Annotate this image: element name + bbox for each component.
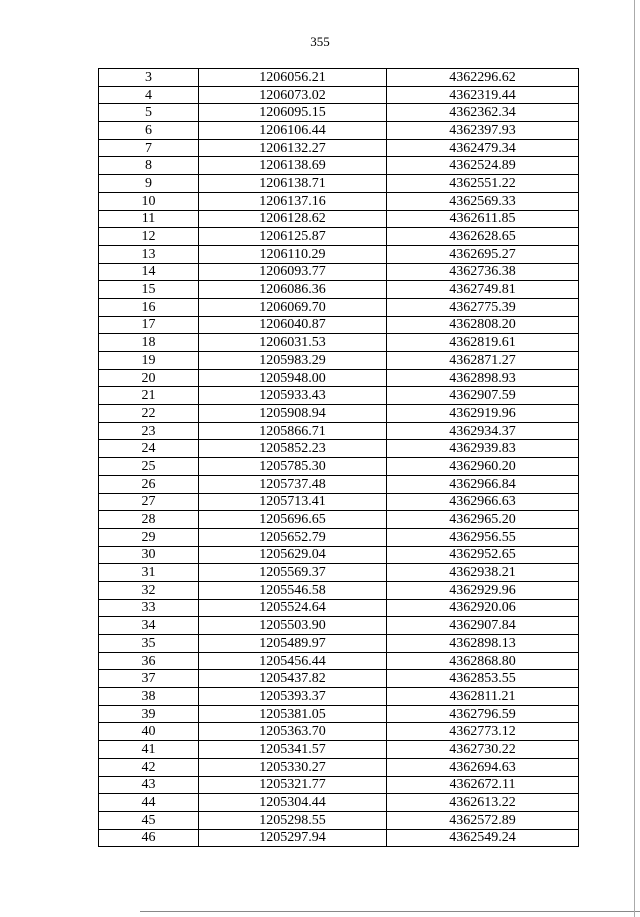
x-coordinate-cell: 1205737.48 — [199, 475, 387, 493]
y-coordinate-cell: 4362572.89 — [387, 811, 579, 829]
table-row — [99, 245, 579, 263]
y-coordinate-cell: 4362796.59 — [387, 705, 579, 723]
x-coordinate-cell: 1205785.30 — [199, 458, 387, 476]
y-coordinate-cell: 4362811.21 — [387, 688, 579, 706]
x-coordinate-cell: 1206137.16 — [199, 192, 387, 210]
point-number-cell: 26 — [99, 475, 199, 493]
x-coordinate-cell: 1206073.02 — [199, 86, 387, 104]
table-row — [99, 69, 579, 87]
table-row — [99, 157, 579, 175]
table-row — [99, 829, 579, 847]
y-coordinate-cell: 4362853.55 — [387, 670, 579, 688]
point-number-cell: 40 — [99, 723, 199, 741]
y-coordinate-cell: 4362397.93 — [387, 122, 579, 140]
point-number-cell: 8 — [99, 157, 199, 175]
y-coordinate-cell: 4362551.22 — [387, 175, 579, 193]
x-coordinate-cell: 1205330.27 — [199, 758, 387, 776]
y-coordinate-cell: 4362966.84 — [387, 475, 579, 493]
y-coordinate-cell: 4362929.96 — [387, 581, 579, 599]
y-coordinate-cell: 4362808.20 — [387, 316, 579, 334]
x-coordinate-cell: 1205629.04 — [199, 546, 387, 564]
table-row — [99, 528, 579, 546]
point-number-cell: 39 — [99, 705, 199, 723]
point-number-cell: 24 — [99, 440, 199, 458]
point-number-cell: 30 — [99, 546, 199, 564]
y-coordinate-cell: 4362956.55 — [387, 528, 579, 546]
y-coordinate-cell: 4362672.11 — [387, 776, 579, 794]
y-coordinate-cell: 4362898.13 — [387, 635, 579, 653]
y-coordinate-cell: 4362694.63 — [387, 758, 579, 776]
coordinates-table — [98, 68, 579, 847]
y-coordinate-cell: 4362362.34 — [387, 104, 579, 122]
table-row — [99, 688, 579, 706]
table-row — [99, 192, 579, 210]
y-coordinate-cell: 4362569.33 — [387, 192, 579, 210]
table-row — [99, 352, 579, 370]
point-number-cell: 15 — [99, 281, 199, 299]
x-coordinate-cell: 1205652.79 — [199, 528, 387, 546]
table-row — [99, 210, 579, 228]
x-coordinate-cell: 1205948.00 — [199, 369, 387, 387]
x-coordinate-cell: 1205983.29 — [199, 352, 387, 370]
x-coordinate-cell: 1205321.77 — [199, 776, 387, 794]
table-row — [99, 405, 579, 423]
table-row — [99, 635, 579, 653]
table-row — [99, 228, 579, 246]
x-coordinate-cell: 1205381.05 — [199, 705, 387, 723]
point-number-cell: 5 — [99, 104, 199, 122]
table-row — [99, 493, 579, 511]
point-number-cell: 23 — [99, 422, 199, 440]
point-number-cell: 43 — [99, 776, 199, 794]
point-number-cell: 44 — [99, 794, 199, 812]
point-number-cell: 18 — [99, 334, 199, 352]
table-row — [99, 458, 579, 476]
x-coordinate-cell: 1205437.82 — [199, 670, 387, 688]
y-coordinate-cell: 4362749.81 — [387, 281, 579, 299]
point-number-cell: 4 — [99, 86, 199, 104]
table-row — [99, 86, 579, 104]
y-coordinate-cell: 4362960.20 — [387, 458, 579, 476]
table-row — [99, 475, 579, 493]
point-number-cell: 28 — [99, 511, 199, 529]
y-coordinate-cell: 4362939.83 — [387, 440, 579, 458]
y-coordinate-cell: 4362898.93 — [387, 369, 579, 387]
x-coordinate-cell: 1205546.58 — [199, 581, 387, 599]
x-coordinate-cell: 1205363.70 — [199, 723, 387, 741]
y-coordinate-cell: 4362319.44 — [387, 86, 579, 104]
point-number-cell: 13 — [99, 245, 199, 263]
table-row — [99, 104, 579, 122]
x-coordinate-cell: 1206138.71 — [199, 175, 387, 193]
table-row — [99, 546, 579, 564]
point-number-cell: 34 — [99, 617, 199, 635]
table-row — [99, 298, 579, 316]
y-coordinate-cell: 4362524.89 — [387, 157, 579, 175]
table-row — [99, 599, 579, 617]
x-coordinate-cell: 1205696.65 — [199, 511, 387, 529]
y-coordinate-cell: 4362296.62 — [387, 69, 579, 87]
x-coordinate-cell: 1206031.53 — [199, 334, 387, 352]
point-number-cell: 41 — [99, 741, 199, 759]
y-coordinate-cell: 4362775.39 — [387, 298, 579, 316]
point-number-cell: 33 — [99, 599, 199, 617]
y-coordinate-cell: 4362773.12 — [387, 723, 579, 741]
y-coordinate-cell: 4362819.61 — [387, 334, 579, 352]
x-coordinate-cell: 1206128.62 — [199, 210, 387, 228]
x-coordinate-cell: 1205393.37 — [199, 688, 387, 706]
point-number-cell: 19 — [99, 352, 199, 370]
table-row — [99, 811, 579, 829]
y-coordinate-cell: 4362695.27 — [387, 245, 579, 263]
y-coordinate-cell: 4362613.22 — [387, 794, 579, 812]
x-coordinate-cell: 1205852.23 — [199, 440, 387, 458]
y-coordinate-cell: 4362952.65 — [387, 546, 579, 564]
x-coordinate-cell: 1205569.37 — [199, 564, 387, 582]
y-coordinate-cell: 4362611.85 — [387, 210, 579, 228]
x-coordinate-cell: 1206110.29 — [199, 245, 387, 263]
x-coordinate-cell: 1206138.69 — [199, 157, 387, 175]
point-number-cell: 36 — [99, 652, 199, 670]
x-coordinate-cell: 1206069.70 — [199, 298, 387, 316]
x-coordinate-cell: 1206040.87 — [199, 316, 387, 334]
table-row — [99, 334, 579, 352]
y-coordinate-cell: 4362868.80 — [387, 652, 579, 670]
point-number-cell: 7 — [99, 139, 199, 157]
table-row — [99, 263, 579, 281]
x-coordinate-cell: 1206056.21 — [199, 69, 387, 87]
point-number-cell: 22 — [99, 405, 199, 423]
x-coordinate-cell: 1205713.41 — [199, 493, 387, 511]
x-coordinate-cell: 1205456.44 — [199, 652, 387, 670]
table-row — [99, 652, 579, 670]
point-number-cell: 38 — [99, 688, 199, 706]
table-row — [99, 316, 579, 334]
y-coordinate-cell: 4362920.06 — [387, 599, 579, 617]
coordinates-table-body — [99, 69, 579, 847]
x-coordinate-cell: 1205489.97 — [199, 635, 387, 653]
y-coordinate-cell: 4362907.84 — [387, 617, 579, 635]
x-coordinate-cell: 1205297.94 — [199, 829, 387, 847]
point-number-cell: 12 — [99, 228, 199, 246]
table-row — [99, 723, 579, 741]
x-coordinate-cell: 1205341.57 — [199, 741, 387, 759]
point-number-cell: 10 — [99, 192, 199, 210]
table-row — [99, 617, 579, 635]
y-coordinate-cell: 4362934.37 — [387, 422, 579, 440]
point-number-cell: 6 — [99, 122, 199, 140]
y-coordinate-cell: 4362730.22 — [387, 741, 579, 759]
y-coordinate-cell: 4362938.21 — [387, 564, 579, 582]
table-row — [99, 281, 579, 299]
table-row — [99, 758, 579, 776]
point-number-cell: 11 — [99, 210, 199, 228]
bottom-rule — [140, 911, 640, 912]
point-number-cell: 20 — [99, 369, 199, 387]
point-number-cell: 46 — [99, 829, 199, 847]
point-number-cell: 31 — [99, 564, 199, 582]
x-coordinate-cell: 1205524.64 — [199, 599, 387, 617]
x-coordinate-cell: 1205298.55 — [199, 811, 387, 829]
x-coordinate-cell: 1205866.71 — [199, 422, 387, 440]
x-coordinate-cell: 1206093.77 — [199, 263, 387, 281]
point-number-cell: 21 — [99, 387, 199, 405]
point-number-cell: 27 — [99, 493, 199, 511]
x-coordinate-cell: 1205933.43 — [199, 387, 387, 405]
table-row — [99, 794, 579, 812]
point-number-cell: 25 — [99, 458, 199, 476]
point-number-cell: 35 — [99, 635, 199, 653]
table-row — [99, 581, 579, 599]
point-number-cell: 16 — [99, 298, 199, 316]
point-number-cell: 32 — [99, 581, 199, 599]
y-coordinate-cell: 4362907.59 — [387, 387, 579, 405]
table-row — [99, 139, 579, 157]
table-row — [99, 776, 579, 794]
y-coordinate-cell: 4362966.63 — [387, 493, 579, 511]
point-number-cell: 14 — [99, 263, 199, 281]
point-number-cell: 37 — [99, 670, 199, 688]
x-coordinate-cell: 1206106.44 — [199, 122, 387, 140]
point-number-cell: 17 — [99, 316, 199, 334]
y-coordinate-cell: 4362628.65 — [387, 228, 579, 246]
x-coordinate-cell: 1206125.87 — [199, 228, 387, 246]
x-coordinate-cell: 1206095.15 — [199, 104, 387, 122]
point-number-cell: 42 — [99, 758, 199, 776]
x-coordinate-cell: 1206132.27 — [199, 139, 387, 157]
page-number: 355 — [310, 34, 330, 49]
y-coordinate-cell: 4362965.20 — [387, 511, 579, 529]
table-row — [99, 670, 579, 688]
table-row — [99, 122, 579, 140]
table-row — [99, 705, 579, 723]
table-row — [99, 440, 579, 458]
table-row — [99, 387, 579, 405]
x-coordinate-cell: 1206086.36 — [199, 281, 387, 299]
table-row — [99, 741, 579, 759]
y-coordinate-cell: 4362479.34 — [387, 139, 579, 157]
table-row — [99, 564, 579, 582]
x-coordinate-cell: 1205304.44 — [199, 794, 387, 812]
table-row — [99, 422, 579, 440]
table-row — [99, 511, 579, 529]
point-number-cell: 45 — [99, 811, 199, 829]
table-row — [99, 175, 579, 193]
table-row — [99, 369, 579, 387]
point-number-cell: 29 — [99, 528, 199, 546]
y-coordinate-cell: 4362549.24 — [387, 829, 579, 847]
y-coordinate-cell: 4362871.27 — [387, 352, 579, 370]
y-coordinate-cell: 4362919.96 — [387, 405, 579, 423]
y-coordinate-cell: 4362736.38 — [387, 263, 579, 281]
point-number-cell: 3 — [99, 69, 199, 87]
page-edge — [634, 0, 635, 917]
x-coordinate-cell: 1205503.90 — [199, 617, 387, 635]
x-coordinate-cell: 1205908.94 — [199, 405, 387, 423]
point-number-cell: 9 — [99, 175, 199, 193]
